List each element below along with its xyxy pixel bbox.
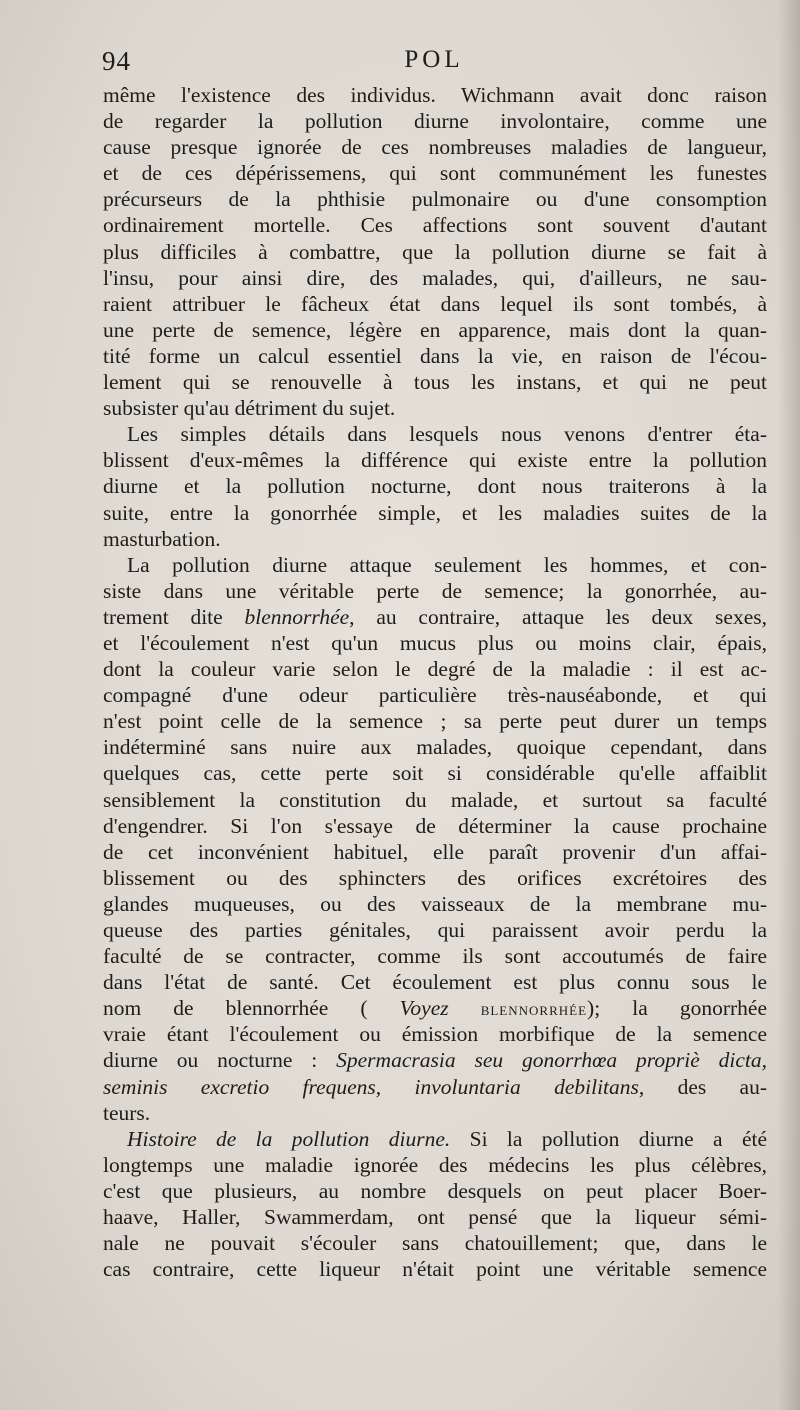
text-line: haave, Haller, Swammerdam, ont pensé que la liqueur sémi-: [103, 1205, 767, 1230]
text-line: teurs.: [103, 1100, 151, 1125]
text-line: [103, 1047, 767, 1073]
page-number: 94: [102, 46, 131, 76]
text-run: , au contraire, attaque les deux sexes,: [349, 604, 767, 629]
text-line: longtemps une maladie ignorée des médecins les plus célèbres,: [103, 1152, 767, 1177]
text-run: trement dite: [103, 604, 245, 629]
text-line: siste dans une véritable perte de semence; la gonorrhée, au-: [103, 578, 767, 603]
text-line: de cet inconvénient habituel, elle paraît provenir d'un affai-: [103, 839, 767, 864]
text-line: de regarder la pollution diurne involontaire, comme une: [103, 109, 767, 134]
text-line: sensiblement la constitution du malade, et surtout sa faculté: [103, 787, 767, 812]
text-run: nom de blennorrhée (: [103, 996, 400, 1021]
text-line: [103, 1074, 767, 1100]
text-line: vraie étant l'écoulement ou émission morbifique de la semence: [103, 1022, 767, 1047]
text-line: glandes muqueuses, ou des vaisseaux de la membrane mu-: [103, 891, 767, 916]
italic-term: Voyez: [399, 996, 449, 1021]
text-line: et l'écoulement n'est qu'un mucus plus ou moins clair, épais,: [103, 630, 767, 655]
paragraph-4: [103, 1126, 767, 1283]
text-line: n'est point celle de la semence ; sa perte peut durer un temps: [103, 709, 767, 734]
text-line: La pollution diurne attaque seulement les hommes, et con-: [127, 552, 767, 577]
paragraph-2: [103, 421, 767, 551]
text-line: c'est que plusieurs, au nombre desquels on peut placer Boer-: [103, 1178, 767, 1203]
paragraph-3: [103, 552, 767, 1126]
text-line: même l'existence des individus. Wichmann avait donc raison: [103, 83, 767, 107]
section-heading: Histoire de la pollution diurne.: [127, 1126, 451, 1151]
text-line: cas contraire, cette liqueur n'était point une véritable semence: [103, 1257, 767, 1282]
text-line: subsister qu'au détriment du sujet.: [103, 396, 396, 421]
text-line: quelques cas, cette perte soit si considérable qu'elle affaiblit: [103, 761, 767, 786]
text-line: une perte de semence, légère en apparence, mais dont la quan-: [103, 317, 767, 342]
text-line: précurseurs de la phthisie pulmonaire ou d'une consomption: [103, 187, 767, 212]
text-line: diurne et la pollution nocturne, dont nous traiterons à la: [103, 474, 767, 499]
text-run: diurne ou nocturne :: [103, 1048, 337, 1073]
text-run: Si la pollution diurne a été: [450, 1126, 767, 1151]
text-line: masturbation.: [103, 526, 221, 551]
text-line: cause presque ignorée de ces nombreuses maladies de langueur,: [103, 135, 767, 160]
running-head: POL: [404, 46, 464, 73]
text-line: blissent d'eux-mêmes la différence qui existe entre la pollution: [103, 448, 767, 473]
text-line: [103, 995, 767, 1021]
text-line: et de ces dépérissemens, qui sont communément les funestes: [103, 161, 767, 186]
text-line: tité forme un calcul essentiel dans la vie, en raison de l'écou-: [103, 343, 767, 368]
text-line: nale ne pouvait s'écouler sans chatouillement; que, dans le: [103, 1231, 767, 1256]
text-line: Les simples détails dans lesquels nous venons d'entrer éta-: [127, 422, 767, 447]
text-line: ordinairement mortelle. Ces affections sont souvent d'autant: [103, 213, 767, 238]
text-run: ); la gonorrhée: [587, 996, 767, 1021]
text-line: faculté de se contracter, comme ils sont accoutumés de faire: [103, 944, 767, 969]
text-line: suite, entre la gonorrhée simple, et les maladies suites de la: [103, 500, 767, 525]
page-header: [102, 46, 766, 82]
italic-term: Spermacrasia seu gonorrhœa propriè dicta,: [336, 1048, 767, 1073]
text-line: plus difficiles à combattre, que la pollution diurne se fait à: [103, 239, 767, 264]
text-line: compagné d'une odeur particulière très-nauséabonde, et qui: [103, 683, 767, 708]
text-line: [103, 604, 767, 630]
italic-term: blennorrhée: [244, 604, 350, 629]
text-line: queuse des parties génitales, qui paraissent avoir perdu la: [103, 918, 767, 942]
italic-term: seminis excretio frequens, involuntaria debilitans: [103, 1074, 639, 1099]
text-line: l'insu, pour ainsi dire, des malades, qui, d'ailleurs, ne sau-: [103, 265, 767, 290]
body-text: [103, 82, 767, 1282]
text-line: dont la couleur varie selon le degré de la maladie : il est ac-: [103, 657, 767, 682]
text-line: dans l'état de santé. Cet écoulement est plus connu sous le: [103, 970, 767, 995]
text-line: blissement ou des sphincters des orifices excrétoires des: [103, 865, 767, 890]
text-line: indéterminé sans nuire aux malades, quoique cependant, dans: [103, 735, 767, 760]
text-line: d'engendrer. Si l'on s'essaye de déterminer la cause prochaine: [103, 813, 767, 838]
text-line: raient attribuer le fâcheux état dans lequel ils sont tombés, à: [103, 291, 767, 316]
paragraph-1: [103, 82, 767, 421]
text-line: lement qui se renouvelle à tous les instans, et qui ne peut: [103, 370, 767, 395]
text-run: [449, 996, 481, 1020]
small-caps-term: blennorrhée: [480, 999, 588, 1021]
text-line: [103, 1126, 767, 1152]
text-run: , des au-: [638, 1074, 767, 1099]
